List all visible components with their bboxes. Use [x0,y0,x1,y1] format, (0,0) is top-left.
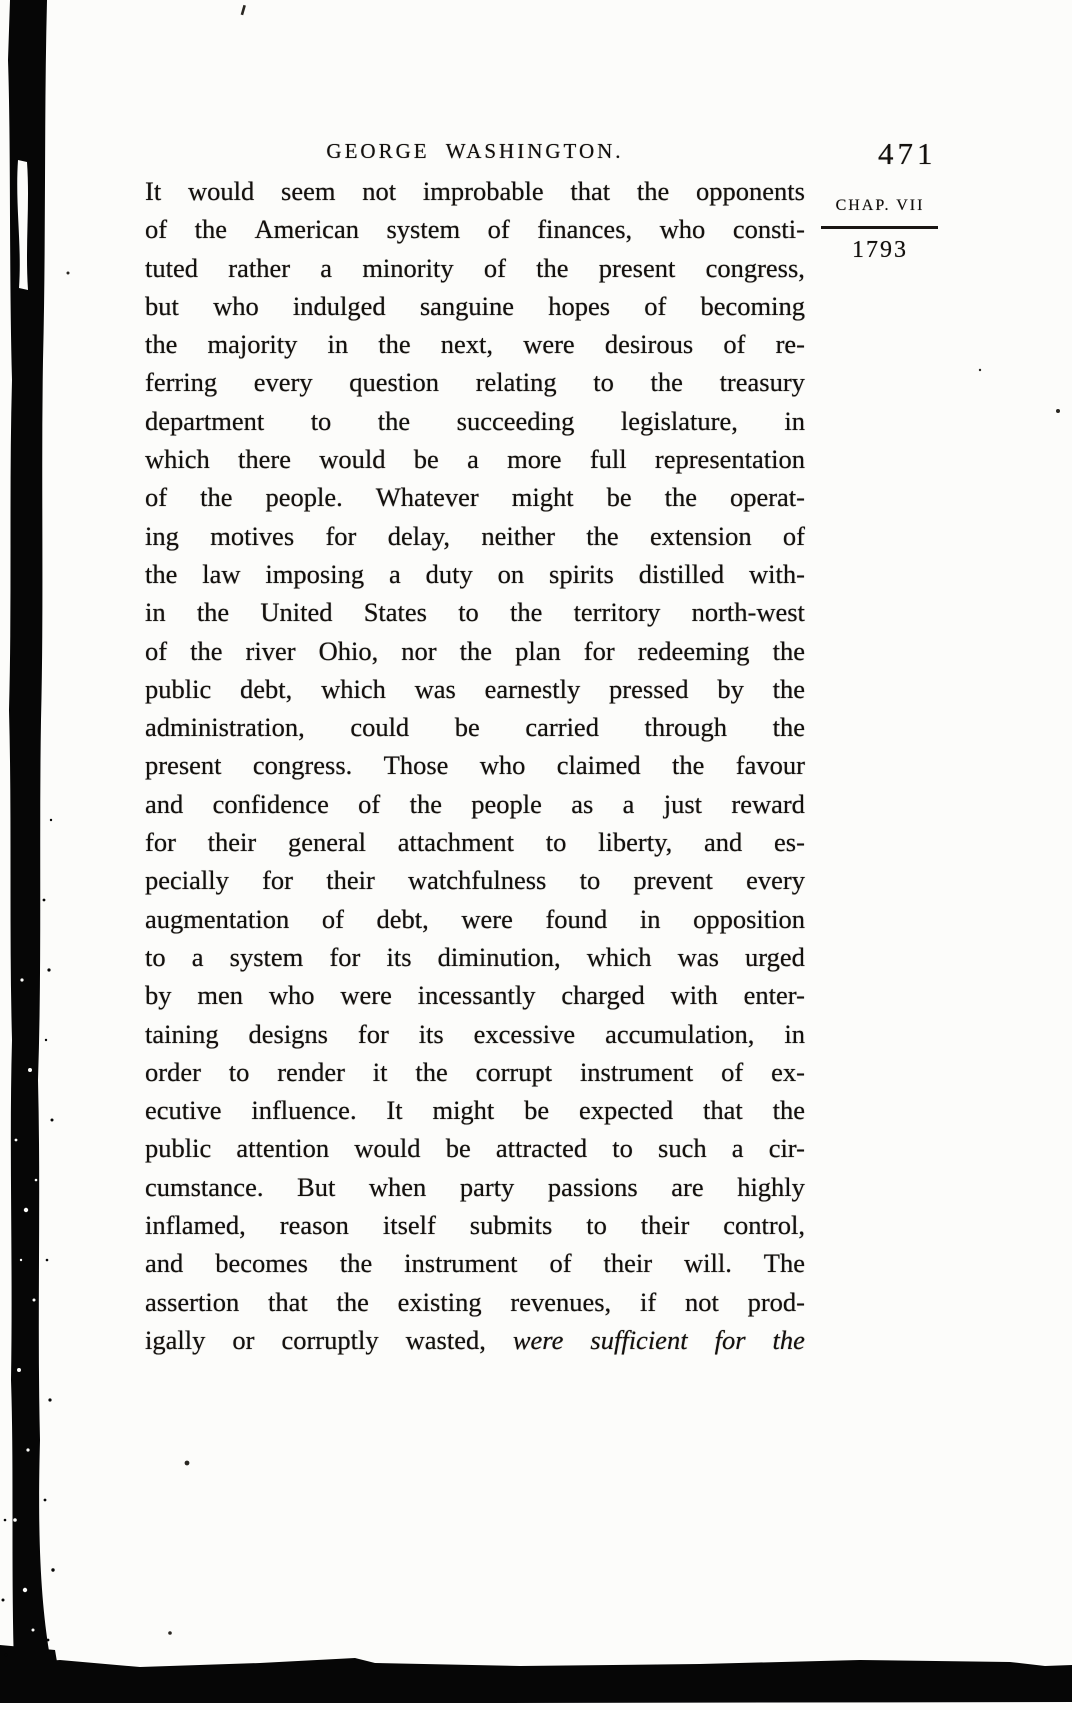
body-word: confidence [212,788,329,819]
body-word: every [253,367,313,398]
body-word: indulged [292,290,386,321]
body-word: corruptly [281,1324,379,1355]
body-word: reason [279,1210,349,1241]
body-word: by [717,673,744,704]
body-word: with- [749,558,805,589]
body-word: to [310,405,332,436]
body-word: re- [775,329,805,360]
body-word: duty [425,558,473,589]
body-word: the [377,405,411,436]
body-word: passions [547,1171,638,1202]
body-word: influence. [251,1095,357,1126]
body-word: Those [383,750,449,781]
body-word: of [723,329,746,360]
body-word: the [664,482,697,513]
body-word: their [640,1210,690,1241]
body-word: of [782,520,805,551]
body-word: accumulation, [605,1018,755,1049]
body-word: found [545,903,608,934]
body-word: the [194,214,227,245]
body-word: the [772,673,805,704]
body-word: desirous [604,329,694,360]
body-word: imposing [265,558,365,589]
body-line [145,1248,805,1286]
body-line [145,482,805,520]
body-word: order [145,1056,201,1087]
body-word: of [145,214,168,245]
page-number: 471 [878,136,937,171]
body-word: instrument [579,1056,694,1087]
body-word: their [603,1248,653,1279]
body-word: es- [774,827,805,858]
body-word: revenues, [510,1286,612,1317]
body-word: the [196,597,230,628]
body-word: submits [469,1210,553,1241]
body-word: which [145,444,210,475]
body-word: but [145,290,179,321]
body-word: the [772,712,805,743]
body-word: instrument [404,1248,518,1279]
body-word: pecially [145,865,229,896]
body-word: liberty, [598,827,673,858]
body-word: spirits [549,558,614,589]
body-word: United [260,597,333,628]
body-word: American [254,214,359,245]
body-word: debt, [376,903,429,934]
body-word: on [497,558,525,589]
body-word: reward [731,788,805,819]
body-word: the [145,329,178,360]
margin-chapter-label: CHAP. VII [835,197,925,214]
body-word: It [145,176,162,206]
body-word: to [612,1133,633,1164]
body-word: ecutive [145,1095,222,1126]
body-line [145,1287,805,1325]
body-word: it [372,1056,388,1087]
body-word: more [507,444,562,475]
body-word: for [357,1018,389,1049]
body-word: their [207,827,257,858]
body-word: rather [228,252,291,283]
body-word: that [703,1095,743,1126]
body-word: river [245,635,296,666]
body-line [145,636,805,674]
body-word: next, [440,329,494,360]
body-word: in [784,405,805,436]
body-word: party [459,1171,515,1202]
body-word: earnestly [484,673,581,704]
body-word: existing [397,1286,482,1317]
body-word: for [583,635,615,666]
body-word: becoming [700,290,805,321]
body-word: which [321,673,386,704]
body-word: relating [475,367,557,398]
body-word: diminution, [437,941,561,972]
body-word: its [418,1018,444,1049]
body-text [145,176,805,1363]
body-word: who [268,980,315,1011]
body-word: to [545,827,567,858]
body-word: inflamed, [145,1210,246,1241]
body-word: ing [145,520,179,551]
body-word: excessive [473,1018,576,1049]
body-word: corrupt [475,1056,553,1087]
body-word: pressed [609,673,689,704]
body-word: attention [236,1133,330,1164]
body-line [145,789,805,827]
body-word: cir- [768,1133,805,1164]
body-word: not [362,176,397,206]
body-word: system [386,214,461,245]
body-word: ex- [771,1056,805,1087]
body-word: be [413,444,439,475]
body-word: incessantly [417,980,536,1011]
body-word: urged [745,941,805,972]
body-word: watchfulness [408,865,547,896]
running-header-title: GEORGE WASHINGTON. [326,139,624,163]
body-line [145,1325,805,1363]
body-word: in [639,903,661,934]
body-word: that [570,176,611,206]
body-word: highly [737,1171,805,1202]
body-line [145,1172,805,1210]
body-word: administration, [145,712,305,743]
body-word: redeeming [637,635,750,666]
body-word: carried [525,712,599,743]
body-word: operat- [729,482,805,513]
body-word: of [487,214,510,245]
body-word: extension [650,520,752,551]
body-word: when [368,1171,427,1202]
body-word: motives [210,520,295,551]
body-word: the [650,367,683,398]
body-word: public [145,1133,212,1164]
body-word: was [414,673,456,704]
body-word: But [297,1171,336,1202]
body-line [145,291,805,329]
body-word: of [358,788,381,819]
body-word: was [677,941,719,972]
body-word: itself [382,1210,436,1241]
body-line [145,597,805,635]
body-word: sanguine [419,290,515,321]
bottom-scan-band [0,1658,1072,1703]
body-word: the [336,1286,369,1317]
body-word: The [763,1248,805,1279]
body-word: the [772,1095,805,1126]
body-word: people [471,788,542,819]
body-word: to [458,597,479,628]
body-word: department [145,405,265,436]
body-word: ferring [145,367,218,398]
body-word: as [571,788,594,819]
body-word: of [644,290,667,321]
body-word: and [145,1248,184,1279]
body-word: opponents [696,176,805,206]
body-word: favour [735,750,805,781]
body-word: attachment [397,827,514,858]
body-word: present [598,252,676,283]
body-word: who [659,214,706,245]
body-word: to [579,865,601,896]
body-word: of [549,1248,572,1279]
body-word: a [320,252,333,283]
body-word: sufficient [590,1324,688,1355]
body-word: a [622,788,635,819]
body-line [145,521,805,559]
body-word: neither [481,520,555,551]
body-line [145,176,805,214]
body-word: men [197,980,243,1011]
body-word: would [187,176,255,206]
body-word: the [510,597,543,628]
body-word: It [386,1095,403,1126]
body-word: for [145,827,176,858]
body-word: not [684,1286,719,1317]
body-word: prod- [747,1286,805,1317]
body-word: enter- [743,980,805,1011]
body-word: if [639,1286,657,1317]
body-word: to [586,1210,607,1241]
body-word: nor [401,635,437,666]
body-word: plan [515,635,561,666]
body-word: full [589,444,627,475]
body-word: delay, [387,520,451,551]
body-line [145,559,805,597]
body-line [145,1210,805,1248]
body-word: to [145,941,166,972]
body-word: could [350,712,410,743]
body-word: such [658,1133,707,1164]
body-word: distilled [638,558,725,589]
body-word: a [467,444,479,475]
body-word: public [145,673,212,704]
body-word: hopes [548,290,611,321]
body-word: charged [561,980,645,1011]
body-word: opposition [693,903,805,934]
body-word: the [378,329,411,360]
body-word: might [432,1095,495,1126]
body-word: the [415,1056,448,1087]
body-line [145,329,805,367]
body-word: consti- [732,214,805,245]
body-word: claimed [556,750,641,781]
body-word: the [339,1248,373,1279]
body-word: a [388,558,401,589]
body-word: minority [362,252,454,283]
body-word: would [319,444,386,475]
body-word: who [479,750,526,781]
body-word: igally [145,1324,206,1355]
body-word: treasury [719,367,805,398]
body-word: becomes [215,1248,308,1279]
body-word: the [586,520,619,551]
body-word: its [386,941,412,972]
gutter-shadow-bar [8,0,52,1668]
body-word: system [229,941,304,972]
body-word: with [670,980,718,1011]
body-word: assertion [145,1286,240,1317]
body-word: territory [573,597,661,628]
body-word: of [145,635,168,666]
body-word: States [363,597,427,628]
body-word: succeeding [456,405,575,436]
body-word: attracted [495,1133,588,1164]
body-word: designs [248,1018,328,1049]
body-word: in [145,597,166,628]
body-word: of [483,252,506,283]
body-word: for [714,1324,746,1355]
body-word: question [349,367,440,398]
body-word: law [202,558,241,589]
body-word: be [606,482,632,513]
body-word: Whatever [375,482,479,513]
body-word: or [232,1324,255,1355]
body-word: expected [579,1095,674,1126]
body-word: for [262,865,293,896]
body-word: Ohio, [318,635,379,666]
body-word: legislature, [620,405,738,436]
body-word: a [731,1133,744,1164]
body-word: to [593,367,614,398]
body-word: to [228,1056,250,1087]
body-line [145,904,805,942]
body-word: in [784,1018,805,1049]
body-word: north-west [691,597,805,628]
body-word: improbable [422,176,544,206]
body-word: and [145,788,184,819]
body-word: the [672,750,705,781]
body-line [145,1133,805,1171]
body-word: will. [683,1248,732,1279]
body-word: by [145,980,172,1011]
body-word: augmentation [145,903,290,934]
body-word: through [644,712,727,743]
body-word: for [325,520,357,551]
body-word: representation [654,444,805,475]
body-word: be [524,1095,550,1126]
body-line [145,367,805,405]
body-word: of [145,482,168,513]
body-line [145,1057,805,1095]
body-word: render [277,1056,345,1087]
body-word: of [321,903,344,934]
body-word: their [326,865,375,896]
body-word: people. [265,482,343,513]
body-word: and [704,827,743,858]
body-word: majority [207,329,298,360]
body-word: be [454,712,480,743]
body-word: the [772,1324,805,1355]
body-line [145,750,805,788]
body-word: congress. [252,750,353,781]
body-line [145,712,805,750]
body-line [145,1095,805,1133]
body-word: might [511,482,574,513]
body-line [145,214,805,252]
body-line [145,980,805,1018]
body-word: present [145,750,222,781]
body-word: the [459,635,493,666]
body-word: who [213,290,259,321]
body-word: wasted, [405,1324,486,1355]
body-word: there [238,444,291,475]
body-line [145,827,805,865]
body-line [145,444,805,482]
body-word: general [288,827,366,858]
body-word: would [354,1133,421,1164]
body-word: that [267,1286,308,1317]
body-word: the [200,482,233,513]
body-line [145,865,805,903]
body-word: debt, [240,673,293,704]
body-word: a [191,941,204,972]
body-word: the [190,635,223,666]
body-word: taining [145,1018,219,1049]
body-word: just [663,788,703,819]
body-line [145,1019,805,1057]
body-word: the [636,176,670,206]
body-word: the [145,558,178,589]
margin-note-rule [821,226,938,229]
body-word: in [327,329,349,360]
body-word: which [586,941,652,972]
body-line [145,406,805,444]
body-word: finances, [537,214,633,245]
body-word: for [329,941,361,972]
body-word: seem [281,176,336,206]
body-word: prevent [633,865,713,896]
body-word: be [445,1133,471,1164]
body-line [145,942,805,980]
body-word: congress, [705,252,805,283]
body-word: the [772,635,805,666]
body-line [145,253,805,291]
body-word: were [523,329,575,360]
body-word: were [461,903,513,934]
margin-year-label: 1793 [852,237,908,263]
body-word: were [340,980,392,1011]
body-line [145,674,805,712]
body-word: the [409,788,442,819]
body-word: the [536,252,569,283]
body-word: control, [723,1210,805,1241]
body-word: every [746,865,805,896]
body-word: of [721,1056,744,1087]
body-word: were [512,1324,564,1355]
body-word: cumstance. [145,1171,264,1202]
body-word: tuted [145,252,198,283]
body-word: are [671,1171,704,1202]
